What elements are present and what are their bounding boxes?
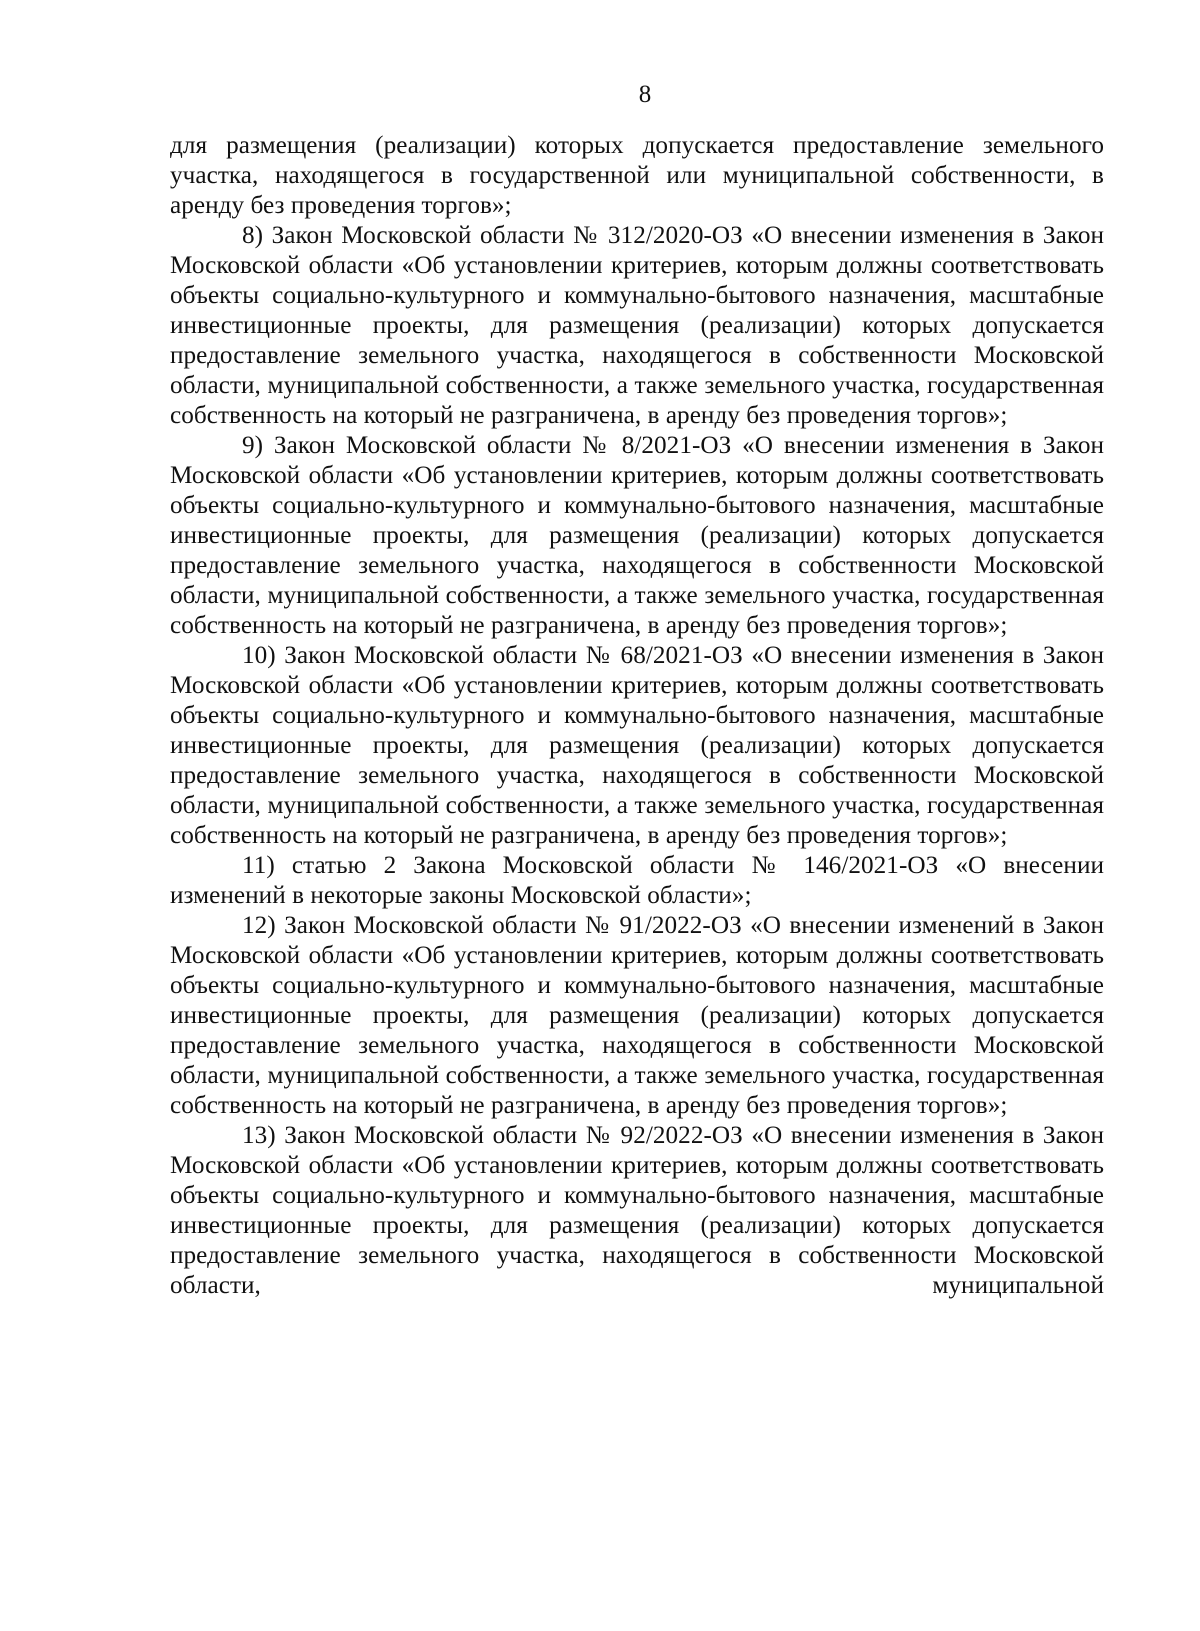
list-item-13: 13) Закон Московской области № 92/2022-ОЗ «О внесении изменения в Закон Московской области «Об установлении критериев, которым должны соответствовать объекты социально-культурного и коммунально-бытового назначения, масштабные инвестиционные проекты, для размещения (реализации) которых допускается предоставление земельного участка, находящегося в собственности Московской области, муниципальной bbox=[170, 1122, 1104, 1299]
paragraph-continuation: для размещения (реализации) которых допускается предоставление земельного участка, находящегося в государственной или муниципальной собственности, в аренду без проведения торгов»; bbox=[170, 132, 1104, 219]
list-item-12: 12) Закон Московской области № 91/2022-ОЗ «О внесении изменений в Закон Московской области «Об установлении критериев, которым должны соответствовать объекты социально-культурного и коммунально-бытового назначения, масштабные инвестиционные проекты, для размещения (реализации) которых допускается предоставление земельного участка, находящегося в собственности Московской области, муниципальной собственности, а также земельного участка, государственная собственность на который не разграничена, в аренду без проведения торгов»; bbox=[170, 912, 1104, 1119]
list-item-10: 10) Закон Московской области № 68/2021-ОЗ «О внесении изменения в Закон Московской области «Об установлении критериев, которым должны соответствовать объекты социально-культурного и коммунально-бытового назначения, масштабные инвестиционные проекты, для размещения (реализации) которых допускается предоставление земельного участка, находящегося в собственности Московской области, муниципальной собственности, а также земельного участка, государственная собственность на который не разграничена, в аренду без проведения торгов»; bbox=[170, 642, 1104, 849]
list-item-9: 9) Закон Московской области № 8/2021-ОЗ «О внесении изменения в Закон Московской области «Об установлении критериев, которым должны соответствовать объекты социально-культурного и коммунально-бытового назначения, масштабные инвестиционные проекты, для размещения (реализации) которых допускается предоставление земельного участка, находящегося в собственности Московской области, муниципальной собственности, а также земельного участка, государственная собственность на который не разграничена, в аренду без проведения торгов»; bbox=[170, 432, 1104, 639]
list-item-8: 8) Закон Московской области № 312/2020-ОЗ «О внесении изменения в Закон Московской области «Об установлении критериев, которым должны соответствовать объекты социально-культурного и коммунально-бытового назначения, масштабные инвестиционные проекты, для размещения (реализации) которых допускается предоставление земельного участка, находящегося в собственности Московской области, муниципальной собственности, а также земельного участка, государственная собственность на который не разграничена, в аренду без проведения торгов»; bbox=[170, 222, 1104, 429]
list-item-11: 11) статью 2 Закона Московской области № 146/2021-ОЗ «О внесении изменений в некоторые законы Московской области»; bbox=[170, 852, 1104, 909]
page-number: 8 bbox=[638, 81, 652, 108]
document-body bbox=[170, 131, 1104, 1301]
